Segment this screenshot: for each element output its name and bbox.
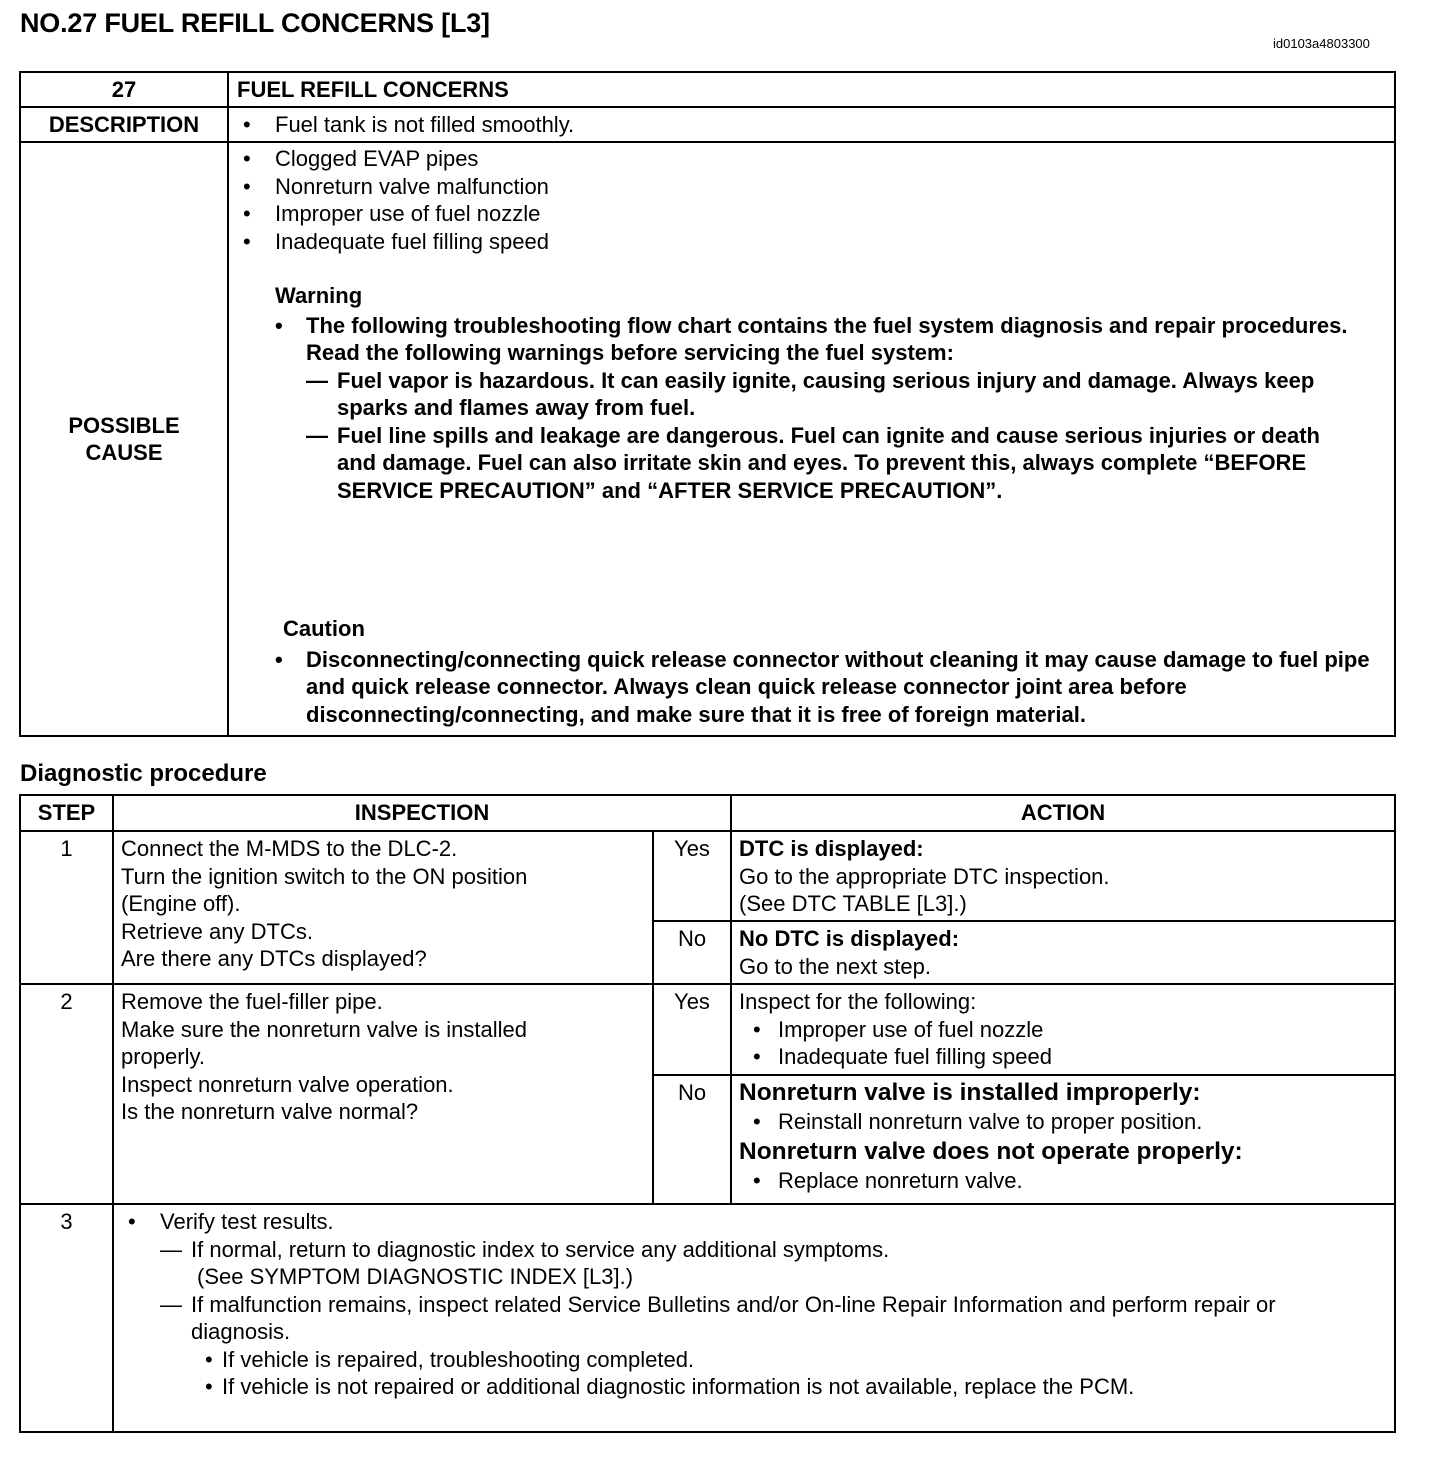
step-2-yes-bullet: • Inadequate fuel filling speed xyxy=(739,1043,1394,1071)
cause-item: • Clogged EVAP pipes xyxy=(229,145,1394,173)
col-inspection-header: INSPECTION xyxy=(113,795,731,831)
warning-sub-item xyxy=(306,422,1364,505)
cause-item: • Inadequate fuel filling speed xyxy=(229,228,1394,256)
step-1-line: Retrieve any DTCs. xyxy=(121,918,313,944)
description-cell xyxy=(228,107,1395,142)
warning-main: The following troubleshooting flow chart contains the fuel system diagnosis and repair procedures. Read the following warnings before servicing the fuel system: xyxy=(306,312,1348,365)
step-1-no-action xyxy=(731,921,1395,984)
step-1-yes-line: Go to the appropriate DTC inspection. xyxy=(739,863,1110,889)
step-3-dash-item xyxy=(160,1291,1374,1401)
cause-item: • Improper use of fuel nozzle xyxy=(229,200,1394,228)
step-2-no-bullet: • Reinstall nonreturn valve to proper position. xyxy=(739,1108,1394,1136)
document-id: id0103a4803300 xyxy=(1273,36,1370,51)
possible-cause-label-line2: CAUSE xyxy=(85,440,163,465)
warning-bullet-icon: • xyxy=(275,312,283,338)
warning-sub-2: Fuel line spills and leakage are dangerous. Fuel can ignite and cause serious injuries or death and damage. Fuel can also irritate skin and eyes. To prevent this, always complete “BEFORE SERVICE PRECAUTION” and “AFTER SERVICE PRECAUTION”. xyxy=(337,422,1320,503)
caution-bullet-icon: • xyxy=(275,646,283,672)
step-2-line: Make sure the nonreturn valve is installed properly. xyxy=(121,1016,527,1069)
diagnostic-header-row xyxy=(20,795,1395,831)
cause-item: • Nonreturn valve malfunction xyxy=(229,173,1394,201)
step-1-line: Are there any DTCs displayed? xyxy=(121,946,427,971)
page-title: NO.27 FUEL REFILL CONCERNS [L3] xyxy=(20,8,490,38)
step-2-no-heading: Nonreturn valve is installed improperly: xyxy=(739,1079,1201,1106)
step-2-line: Is the nonreturn valve normal? xyxy=(121,1099,419,1124)
step-1-no-line: Go to the next step. xyxy=(739,953,932,979)
step-2-no-bullet: • Replace nonreturn valve. xyxy=(739,1167,1394,1195)
step-3-dash-1-ref: (See SYMPTOM DIAGNOSTIC INDEX [L3].) xyxy=(197,1264,634,1289)
step-3-sub-bullet: • If vehicle is not repaired or additional diagnostic information is not available, replace the PCM. xyxy=(191,1373,1374,1401)
step-3-dash-1: If normal, return to diagnostic index to service any additional symptoms. xyxy=(191,1236,890,1262)
description-text: • Fuel tank is not filled smoothly. xyxy=(229,111,1394,139)
diagnostic-procedure-heading: Diagnostic procedure xyxy=(20,760,267,787)
step-1-yes-heading: DTC is displayed: xyxy=(739,836,924,861)
step-2-number: 2 xyxy=(20,984,113,1204)
step-3-number: 3 xyxy=(20,1204,113,1432)
step-3-row xyxy=(20,1204,1395,1432)
step-2-no-action xyxy=(731,1075,1395,1204)
concern-header-row xyxy=(20,72,1395,107)
caution-item xyxy=(229,646,1394,729)
diagnostic-table xyxy=(19,794,1396,1433)
step-3-content xyxy=(113,1204,1395,1432)
step-3-bullet: • Verify test results. xyxy=(114,1208,1374,1236)
warning-sub-item xyxy=(306,367,1364,422)
col-step-header: STEP xyxy=(20,795,113,831)
possible-cause-cell xyxy=(228,142,1395,736)
step-1-no-label: No xyxy=(653,921,731,984)
step-2-yes-row xyxy=(20,984,1395,1075)
warning-block xyxy=(229,312,1394,505)
caution-text: Disconnecting/connecting quick release connector without cleaning it may cause damage to fuel pipe and quick release connector. Always clean quick release connector joint area before disconnecting/connecting, and make sure that it is free of foreign material. xyxy=(306,646,1370,727)
concern-number: 27 xyxy=(20,72,228,107)
step-3-sub-bullet: • If vehicle is repaired, troubleshooting completed. xyxy=(191,1346,1374,1374)
step-3-dash-2: If malfunction remains, inspect related Service Bulletins and/or On-line Repair Information and perform repair or diagnosis. xyxy=(191,1291,1276,1344)
step-2-yes-line: Inspect for the following: xyxy=(739,989,977,1014)
dash-icon: — xyxy=(160,1291,182,1317)
possible-cause-label-line1: POSSIBLE xyxy=(68,413,180,438)
step-2-no-label: No xyxy=(653,1075,731,1204)
step-2-line: Remove the fuel-filler pipe. xyxy=(121,989,383,1014)
dash-icon: — xyxy=(160,1236,182,1262)
dash-icon: — xyxy=(306,422,328,448)
step-1-yes-action xyxy=(731,831,1395,921)
step-1-line: Turn the ignition switch to the ON position (Engine off). xyxy=(121,863,528,916)
step-1-yes-label: Yes xyxy=(653,831,731,921)
step-2-yes-bullet: • Improper use of fuel nozzle xyxy=(739,1016,1394,1044)
col-action-header: ACTION xyxy=(731,795,1395,831)
step-3-dash-item xyxy=(160,1236,1374,1291)
step-1-line: Connect the M-MDS to the DLC-2. xyxy=(121,836,458,861)
step-1-yes-line: (See DTC TABLE [L3].) xyxy=(739,891,967,916)
possible-cause-label xyxy=(20,142,228,736)
step-2-line: Inspect nonreturn valve operation. xyxy=(121,1071,454,1097)
caution-heading: Caution xyxy=(283,616,365,641)
step-2-inspection xyxy=(113,984,653,1204)
warning-heading: Warning xyxy=(275,283,363,308)
step-1-number: 1 xyxy=(20,831,113,984)
concern-title: FUEL REFILL CONCERNS xyxy=(228,72,1395,107)
possible-cause-row xyxy=(20,142,1395,736)
step-1-inspection xyxy=(113,831,653,984)
description-row xyxy=(20,107,1395,142)
step-1-yes-row xyxy=(20,831,1395,921)
warning-sub-1: Fuel vapor is hazardous. It can easily ignite, causing serious injury and damage. Always keep sparks and flames away from fuel. xyxy=(337,367,1315,420)
step-1-no-heading: No DTC is displayed: xyxy=(739,926,960,951)
caution-block xyxy=(229,615,1394,728)
step-2-yes-action xyxy=(731,984,1395,1075)
step-2-no-heading: Nonreturn valve does not operate properly: xyxy=(739,1137,1243,1165)
concern-table xyxy=(19,71,1396,737)
dash-icon: — xyxy=(306,367,328,393)
description-label: DESCRIPTION xyxy=(20,107,228,142)
step-2-yes-label: Yes xyxy=(653,984,731,1075)
